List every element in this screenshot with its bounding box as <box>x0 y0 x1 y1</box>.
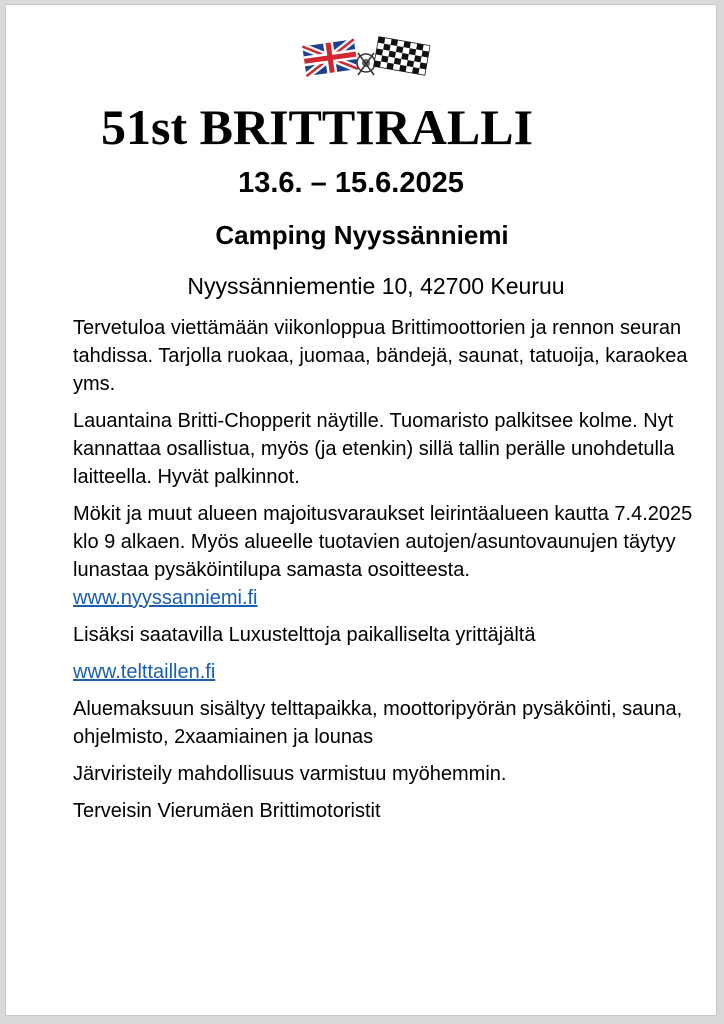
booking-text: Mökit ja muut alueen majoitusvaraukset leirintäalueen kautta 7.4.2025 klo 9 alkaen. Myös alueelle tuotavien autojen/asuntovaunujen täytyy lunastaa pysäköintilupa samasta osoitteesta. <box>73 503 693 581</box>
choppers-paragraph: Lauantaina Britti-Chopperit näytille. Tuomaristo palkitsee kolme. Nyt kannattaa osallistua, myös (ja etenkin) sillä tallin perälle unohdetulla laitteella. Hyvät palkinnot. <box>73 410 675 488</box>
cruise-paragraph: Järviristeily mahdollisuus varmistuu myöhemmin. <box>73 763 507 785</box>
union-jack-checkered-flags-icon <box>298 35 436 81</box>
welcome-paragraph: Tervetuloa viettämään viikonloppua Brittimoottorien ja rennon seuran tahdissa. Tarjolla ruokaa, juomaa, bändejä, saunat, tatuoija, karaokea yms. <box>73 317 688 395</box>
fee-paragraph: Aluemaksuun sisältyy telttapaikka, moottoripyörän pysäköinti, sauna, ohjelmisto, 2xaamiainen ja lounas <box>73 698 683 748</box>
tents-paragraph: Lisäksi saatavilla Luxustelttoja paikalliselta yrittäjältä <box>73 624 536 646</box>
event-dates: 13.6. – 15.6.2025 <box>238 167 464 199</box>
flyer-body <box>73 314 713 834</box>
nyyssanniemi-link[interactable]: www.nyyssanniemi.fi <box>73 587 258 609</box>
booking-paragraph <box>73 500 713 612</box>
tents-link-paragraph <box>73 658 713 686</box>
flyer-page <box>5 4 717 1016</box>
greeting-paragraph: Terveisin Vierumäen Brittimotoristit <box>73 800 381 822</box>
event-title: 51st BRITTIRALLI <box>101 99 534 155</box>
venue-address: Nyyssänniementie 10, 42700 Keuruu <box>187 273 565 299</box>
venue-name: Camping Nyyssänniemi <box>215 220 509 250</box>
telttaillen-link[interactable]: www.telttaillen.fi <box>73 661 216 683</box>
